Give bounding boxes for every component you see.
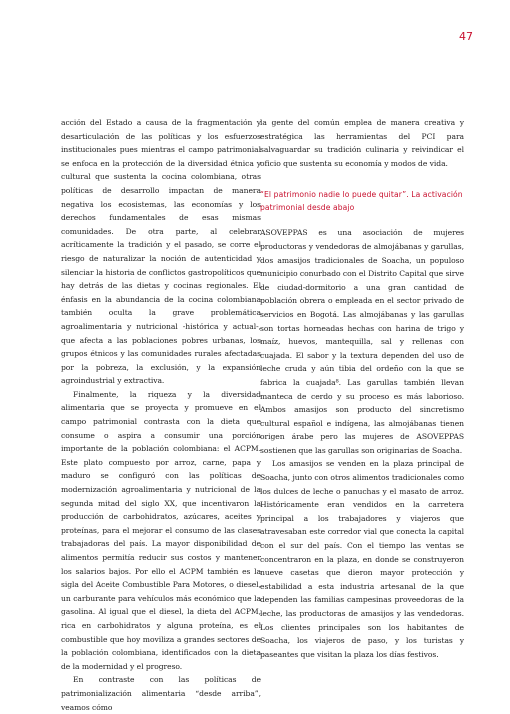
body-paragraph: ASOVEPPAS es una asociación de mujeres productoras y vendedoras de almojábanas y garullas, dos amasijos tradicionales de Soacha, un populoso municipio conurbado con el Distrito Capital que sirve de ciudad-dormitorio a una gran cantidad de población obrera o empleada en el sector privado de servicios en Bogotá. Las almojábanas y las garullas son tortas horneadas hechas con harina de trigo y maíz, huevos, mantequilla, sal y rellenas con cuajada. El sabor y la textura dependen del uso de leche cruda y aún tibia del ordeño con la que se fabrica la cuajada⁸. Las garullas también llevan manteca de cerdo y su proceso es más laborioso. Ambos amasijos son producto del sincretismo cultural español e indígena, las almojábanas tienen origen árabe pero las mujeres de ASOVEPPAS sostienen que las garullas son originarias de Soacha. bbox=[260, 228, 464, 455]
body-paragraph: En contraste con las políticas de patrimonialización alimentaria “desde arriba”, veamos cómo bbox=[61, 675, 261, 712]
page-number: 47 bbox=[459, 30, 473, 43]
left-column bbox=[61, 116, 261, 714]
body-paragraph: Finalmente, la riqueza y la diversidad alimentaria que se proyecta y promueve en el campo patrimonial contrasta con la dieta que consume o aspira a consumir una porción importante de la población colombiana: el ACPM. Este plato compuesto por arroz, carne, papa y maduro se configuró con las políticas de modernización agroalimentaria y nutricional de la segunda mitad del siglo XX, que incentivaron la producción de carbohidratos, azúcares, aceites y proteínas, para el mejorar el consumo de las clases trabajadoras del país. La mayor disponibilidad de alimentos permitía reducir sus costos y mantener los salarios bajos. Por ello el ACPM también es la sigla del Aceite Combustible Para Motores, o diesel, un carburante para vehículos más económico que la gasolina. Al igual que el diesel, la dieta del ACPM, rica en carbohidratos y alguna proteína, es el combustible que hoy moviliza a grandes sectores de la población colombiana, identificados con la dieta de la modernidad y el progreso. bbox=[61, 389, 261, 671]
body-paragraph: la gente del común emplea de manera creativa y estratégica las herramientas del PCI para salvaguardar su tradición culinaria y reivindicar el oficio que sustenta su economía y modos de vida. bbox=[260, 118, 464, 168]
right-column bbox=[260, 116, 464, 661]
section-heading: “El patrimonio nadie lo puede quitar”. La activación patrimonial desde abajo bbox=[260, 190, 463, 213]
body-paragraph: Los amasijos se venden en la plaza principal de Soacha, junto con otros alimentos tradicionales como los dulces de leche o panuchas y el masato de arroz. Históricamente eran vendidos en la carretera principal a los trabajadores y viajeros que atravesaban este corredor vial que conecta la capital con el sur del país. Con el tiempo las ventas se concentraron en la plaza, en donde se construyeron nueve casetas que dieron mayor protección y estabilidad a esta industria artesanal de la que dependen las familias campesinas proveedoras de la leche, las productoras de amasijos y las vendedoras. Los clientes principales son los habitantes de Soacha, los viajeros de paso, y los turistas y paseantes que visitan la plaza los días festivos. bbox=[260, 459, 464, 659]
body-paragraph: acción del Estado a causa de la fragmentación y desarticulación de las políticas y los esfuerzos institucionales pues mientras el campo patrimonial se enfoca en la protección de la diversidad étnica y cultural que sustenta la cocina colombiana, otras políticas de desarrollo impactan de manera negativa los ecosistemas, las economías y los derechos fundamentales de esas mismas comunidades. De otra parte, al celebrar acríticamente la tradición y el pasado, se corre el riesgo de naturalizar la noción de autenticidad y silenciar la historia de conflictos gastropolíticos que hay detrás de las dietas y cocinas regionales. El énfasis en la abundancia de la cocina colombiana también oculta la grave problemática agroalimentaria y nutricional -histórica y actual-, que afecta a las poblaciones pobres urbanas, los grupos étnicos y las comunidades rurales afectadas por la pobreza, la exclusión, y la expansión agroindustrial y extractiva. bbox=[61, 118, 261, 386]
